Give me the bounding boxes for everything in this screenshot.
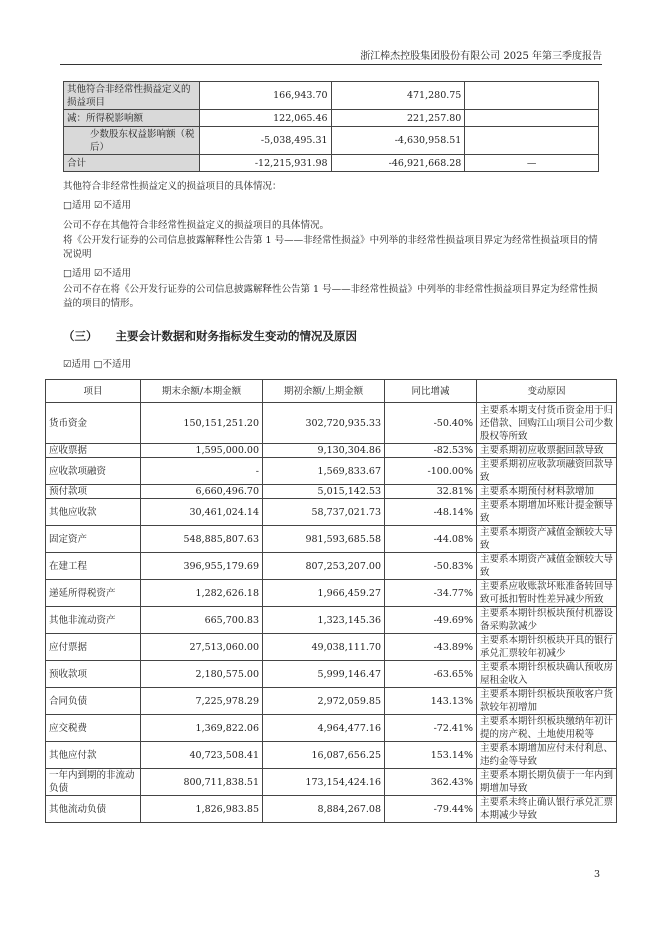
paragraph: 公司不存在将《公开发行证券的公司信息披露解释性公告第 1 号——非经常性损益》中列举的非经常性损益项目界定为经常性损益的项目的情形。	[63, 284, 598, 309]
item-cell: 一年内到期的非流动负债	[46, 769, 141, 796]
begin-balance-cell: 981,593,685.58	[263, 526, 385, 553]
table-row	[64, 155, 599, 172]
table-row	[46, 661, 617, 688]
column-header: 项目	[46, 380, 141, 403]
current-amount: 166,943.70	[199, 82, 331, 110]
change-cell: -50.83%	[385, 553, 477, 580]
page-number: 3	[593, 869, 600, 880]
item-cell: 其他非流动资产	[46, 607, 141, 634]
end-balance-cell: 150,151,251.20	[141, 403, 263, 444]
item-cell: 应收款项融资	[46, 458, 141, 485]
section-title: 主要会计数据和财务指标发生变动的情况及原因	[115, 329, 357, 343]
item-cell: 其他流动负债	[46, 796, 141, 823]
note-cell	[465, 127, 599, 155]
reason-cell: 主要系本期针织板块开具的银行承兑汇票较年初减少	[477, 634, 617, 661]
table-row	[46, 742, 617, 769]
ytd-amount: -46,921,668.28	[331, 155, 465, 172]
reason-cell: 主要系本期支付货币资金用于归还借款、回购江山项目公司少数股权等所致	[477, 403, 617, 444]
change-cell: -100.00%	[385, 458, 477, 485]
begin-balance-cell: 49,038,111.70	[263, 634, 385, 661]
end-balance-cell: -	[141, 458, 263, 485]
row-label: 减：所得税影响额	[64, 110, 200, 127]
reason-cell: 主要系本期针织板块预付机器设备采购款减少	[477, 607, 617, 634]
reason-cell: 主要系本期资产减值金额较大导致	[477, 553, 617, 580]
table-row	[46, 403, 617, 444]
note-cell	[465, 82, 599, 110]
change-cell: -34.77%	[385, 580, 477, 607]
note-cell: —	[465, 155, 599, 172]
reason-cell: 主要系本期增加坏账计提金额导致	[477, 499, 617, 526]
change-cell: -63.65%	[385, 661, 477, 688]
reason-cell: 主要系本期预付材料款增加	[477, 485, 617, 499]
end-balance-cell: 665,700.83	[141, 607, 263, 634]
paragraph: 将《公开发行证券的公司信息披露解释性公告第 1 号——非经常性损益》中列举的非经常性损益项目界定为经常性损益项目的情况说明	[63, 235, 598, 260]
table-header-row	[46, 380, 617, 403]
change-cell: -43.89%	[385, 634, 477, 661]
section-heading	[63, 328, 357, 344]
table-row	[46, 553, 617, 580]
begin-balance-cell: 1,966,459.27	[263, 580, 385, 607]
table-row	[46, 458, 617, 485]
applicability-checkbox: □适用 ☑不适用	[63, 200, 132, 211]
begin-balance-cell: 1,569,833.67	[263, 458, 385, 485]
end-balance-cell: 1,595,000.00	[141, 444, 263, 458]
column-header: 变动原因	[477, 380, 617, 403]
begin-balance-cell: 807,253,207.00	[263, 553, 385, 580]
item-cell: 其他应付款	[46, 742, 141, 769]
end-balance-cell: 2,180,575.00	[141, 661, 263, 688]
reason-cell: 主要系本期长期负债于一年内到期增加导致	[477, 769, 617, 796]
row-label: 合计	[64, 155, 200, 172]
applicability-checkbox: ☑适用 □不适用	[63, 359, 132, 370]
current-amount: -5,038,495.31	[199, 127, 331, 155]
change-cell: -50.40%	[385, 403, 477, 444]
end-balance-cell: 800,711,838.51	[141, 769, 263, 796]
non-recurring-gains-table	[63, 81, 599, 172]
change-cell: 32.81%	[385, 485, 477, 499]
table-row	[46, 715, 617, 742]
begin-balance-cell: 4,964,477.16	[263, 715, 385, 742]
table-row	[46, 634, 617, 661]
end-balance-cell: 396,955,179.69	[141, 553, 263, 580]
table-row	[46, 444, 617, 458]
header-divider	[60, 64, 602, 65]
table-row	[46, 769, 617, 796]
reason-cell: 主要系未终止确认银行承兑汇票本期减少导致	[477, 796, 617, 823]
begin-balance-cell: 9,130,304.86	[263, 444, 385, 458]
item-cell: 应交税费	[46, 715, 141, 742]
ytd-amount: 471,280.75	[331, 82, 465, 110]
table-row	[64, 110, 599, 127]
reason-cell: 主要系期初应收票据回款导致	[477, 444, 617, 458]
reason-cell: 主要系应收账款坏账准备转回导致可抵扣暂时性差异减少所致	[477, 580, 617, 607]
begin-balance-cell: 2,972,059.85	[263, 688, 385, 715]
item-cell: 货币资金	[46, 403, 141, 444]
item-cell: 在建工程	[46, 553, 141, 580]
begin-balance-cell: 8,884,267.08	[263, 796, 385, 823]
begin-balance-cell: 1,323,145.36	[263, 607, 385, 634]
column-header: 期末余额/本期金额	[141, 380, 263, 403]
begin-balance-cell: 58,737,021.73	[263, 499, 385, 526]
item-cell: 固定资产	[46, 526, 141, 553]
change-cell: 143.13%	[385, 688, 477, 715]
note-cell	[465, 110, 599, 127]
end-balance-cell: 1,282,626.18	[141, 580, 263, 607]
row-label: 其他符合非经常性损益定义的损益项目	[64, 82, 200, 110]
reason-cell: 主要系本期资产减值金额较大导致	[477, 526, 617, 553]
change-cell: -48.14%	[385, 499, 477, 526]
end-balance-cell: 6,660,496.70	[141, 485, 263, 499]
begin-balance-cell: 302,720,935.33	[263, 403, 385, 444]
paragraph: 其他符合非经常性损益定义的损益项目的具体情况：	[63, 181, 282, 192]
ytd-amount: -4,630,958.51	[331, 127, 465, 155]
table-row	[46, 499, 617, 526]
end-balance-cell: 548,885,807.63	[141, 526, 263, 553]
current-amount: 122,065.46	[199, 110, 331, 127]
table-row	[46, 688, 617, 715]
item-cell: 合同负债	[46, 688, 141, 715]
applicability-checkbox: □适用 ☑不适用	[63, 268, 132, 279]
reason-cell: 主要系期初应收款项融资回款导致	[477, 458, 617, 485]
ytd-amount: 221,257.80	[331, 110, 465, 127]
item-cell: 应收票据	[46, 444, 141, 458]
table-row	[46, 526, 617, 553]
change-cell: -72.41%	[385, 715, 477, 742]
end-balance-cell: 30,461,024.14	[141, 499, 263, 526]
change-cell: -79.44%	[385, 796, 477, 823]
begin-balance-cell: 5,015,142.53	[263, 485, 385, 499]
paragraph: 公司不存在其他符合非经常性损益定义的损益项目的具体情况。	[63, 220, 330, 231]
reason-cell: 主要系本期针织板块缴纳年初计提的房产税、土地使用税等	[477, 715, 617, 742]
table-row	[46, 580, 617, 607]
end-balance-cell: 40,723,508.41	[141, 742, 263, 769]
item-cell: 应付票据	[46, 634, 141, 661]
begin-balance-cell: 16,087,656.25	[263, 742, 385, 769]
end-balance-cell: 7,225,978.29	[141, 688, 263, 715]
current-amount: -12,215,931.98	[199, 155, 331, 172]
change-cell: -82.53%	[385, 444, 477, 458]
item-cell: 递延所得税资产	[46, 580, 141, 607]
end-balance-cell: 1,826,983.85	[141, 796, 263, 823]
row-label: 少数股东权益影响额（税后）	[64, 127, 200, 155]
table-row	[46, 485, 617, 499]
column-header: 期初余额/上期金额	[263, 380, 385, 403]
reason-cell: 主要系本期针织板块确认预收房屋租金收入	[477, 661, 617, 688]
column-header: 同比增减	[385, 380, 477, 403]
begin-balance-cell: 5,999,146.47	[263, 661, 385, 688]
table-row	[46, 607, 617, 634]
item-cell: 其他应收款	[46, 499, 141, 526]
begin-balance-cell: 173,154,424.16	[263, 769, 385, 796]
section-number: （三）	[63, 329, 98, 343]
report-header-title: 浙江棒杰控股集团股份有限公司 2025 年第三季度报告	[360, 51, 602, 62]
table-row	[64, 127, 599, 155]
change-cell: 153.14%	[385, 742, 477, 769]
table-row	[64, 82, 599, 110]
reason-cell: 主要系本期增加应付未付利息、违约金等导致	[477, 742, 617, 769]
table-row	[46, 796, 617, 823]
end-balance-cell: 27,513,060.00	[141, 634, 263, 661]
change-cell: -49.69%	[385, 607, 477, 634]
financial-changes-table	[45, 379, 617, 823]
reason-cell: 主要系本期针织板块预收客户货款较年初增加	[477, 688, 617, 715]
change-cell: 362.43%	[385, 769, 477, 796]
item-cell: 预付款项	[46, 485, 141, 499]
change-cell: -44.08%	[385, 526, 477, 553]
end-balance-cell: 1,369,822.06	[141, 715, 263, 742]
item-cell: 预收款项	[46, 661, 141, 688]
